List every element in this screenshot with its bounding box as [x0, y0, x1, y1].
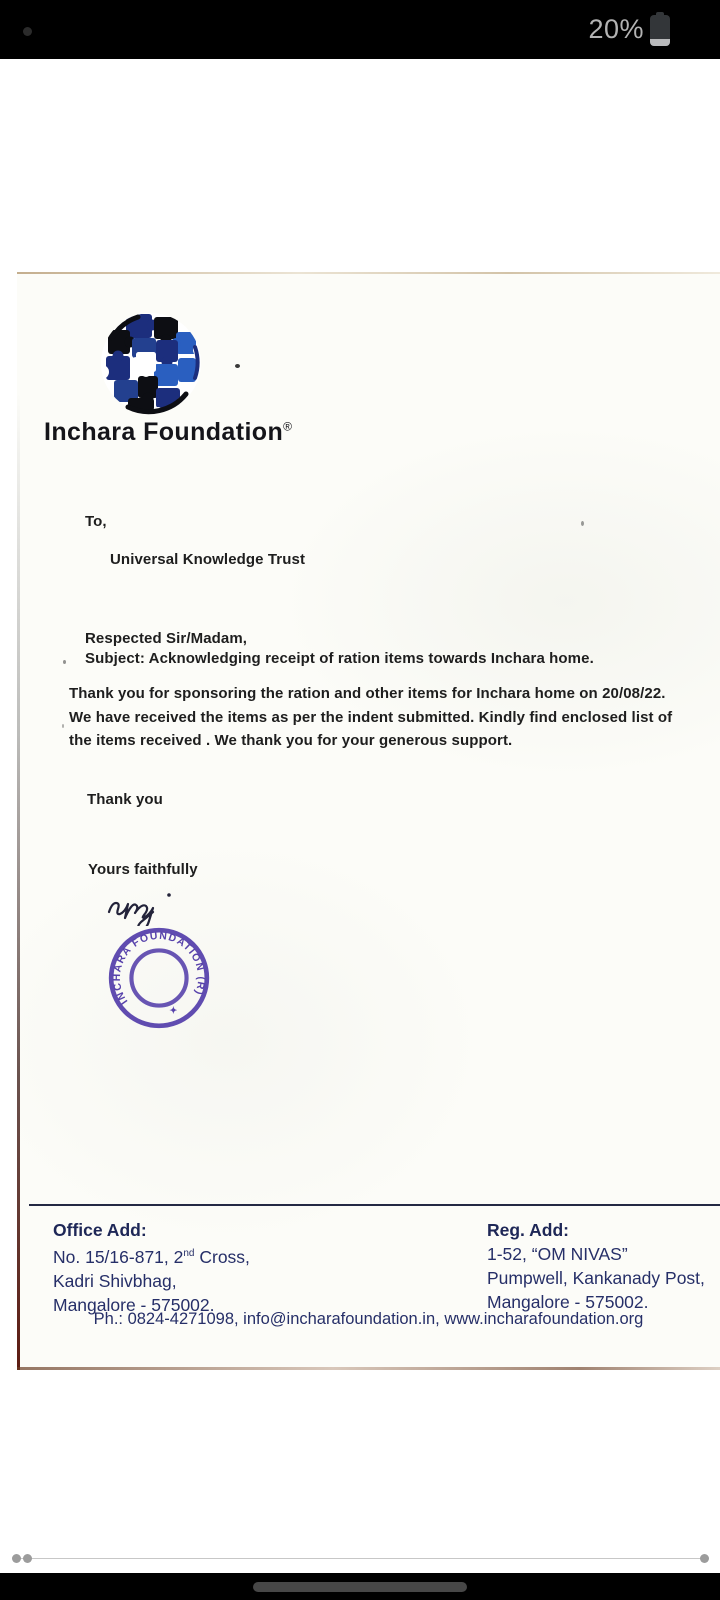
battery-cluster	[588, 0, 670, 59]
letter-recipient: Universal Knowledge Trust	[110, 551, 306, 568]
office-address-label: Office Add:	[53, 1220, 147, 1240]
status-bar	[0, 0, 720, 59]
reg-address-line3: Mangalore - 575002.	[487, 1292, 649, 1312]
scan-speck	[235, 364, 240, 368]
paper-left-edge	[17, 392, 20, 1370]
reg-address-line1: 1-52, “OM NIVAS”	[487, 1244, 628, 1264]
puzzle-globe-logo-icon	[98, 310, 204, 416]
scan-speck	[63, 660, 66, 664]
office-address-line1	[53, 1242, 250, 1269]
foundation-stamp-seal	[107, 926, 211, 1030]
battery-icon	[650, 15, 670, 46]
registered-trademark-symbol: ®	[283, 419, 293, 434]
home-indicator[interactable]	[253, 1582, 467, 1592]
paper-top-edge	[17, 272, 720, 274]
brand-wordmark	[44, 418, 292, 447]
navigation-bar	[0, 1573, 720, 1600]
office-line1-text: No. 15/16-871, 2	[53, 1246, 184, 1267]
office-address-line3: Mangalore - 575002.	[53, 1294, 215, 1315]
brand-name: Inchara Foundation	[44, 418, 284, 446]
document-photo[interactable]	[17, 272, 720, 1370]
office-address-block	[53, 1218, 250, 1317]
scan-speck	[62, 724, 64, 728]
reg-address-label: Reg. Add:	[487, 1220, 569, 1240]
letter-body-paragraph: Thank you for sponsoring the ration and other items for Inchara home on 20/08/22. We have received the items as per the indent submitted. Kindly find enclosed list of the items received . We thank you for your generous support.	[69, 685, 673, 749]
scan-speck	[581, 521, 584, 526]
office-address-line2: Kadri Shivbhag,	[53, 1270, 177, 1291]
letter-to-label: To,	[85, 513, 107, 530]
letter-subject: Subject: Acknowledging receipt of ration items towards Inchara home.	[85, 650, 594, 667]
battery-percent-text: 20%	[588, 14, 644, 44]
stamp-curved-text: INCHARA FOUNDATION (R)	[111, 930, 207, 1007]
paper-bottom-edge	[17, 1367, 720, 1370]
letter-salutation: Respected Sir/Madam,	[85, 630, 248, 647]
stamp-star: ✦	[169, 1005, 178, 1016]
office-line1-rest: Cross,	[194, 1246, 250, 1267]
registered-address-block	[487, 1218, 705, 1314]
footer-divider-line	[29, 1204, 720, 1206]
scrubber-handle-right[interactable]	[700, 1554, 709, 1563]
office-line1-ordinal: nd	[183, 1248, 195, 1259]
viewer-scrubber-line[interactable]	[13, 1558, 707, 1559]
letter-closing: Yours faithfully	[88, 861, 198, 878]
scrubber-handle-left-2[interactable]	[23, 1554, 32, 1563]
reg-address-line2: Pumpwell, Kankanady Post,	[487, 1268, 705, 1288]
signature-scribble	[105, 882, 183, 926]
scrubber-handle-left[interactable]	[12, 1554, 21, 1563]
camera-punch-hole	[23, 27, 32, 36]
contact-line: Ph.: 0824-4271098, info@incharafoundation.in, www.incharafoundation.org	[93, 1310, 644, 1328]
letter-thank-you: Thank you	[87, 791, 163, 808]
